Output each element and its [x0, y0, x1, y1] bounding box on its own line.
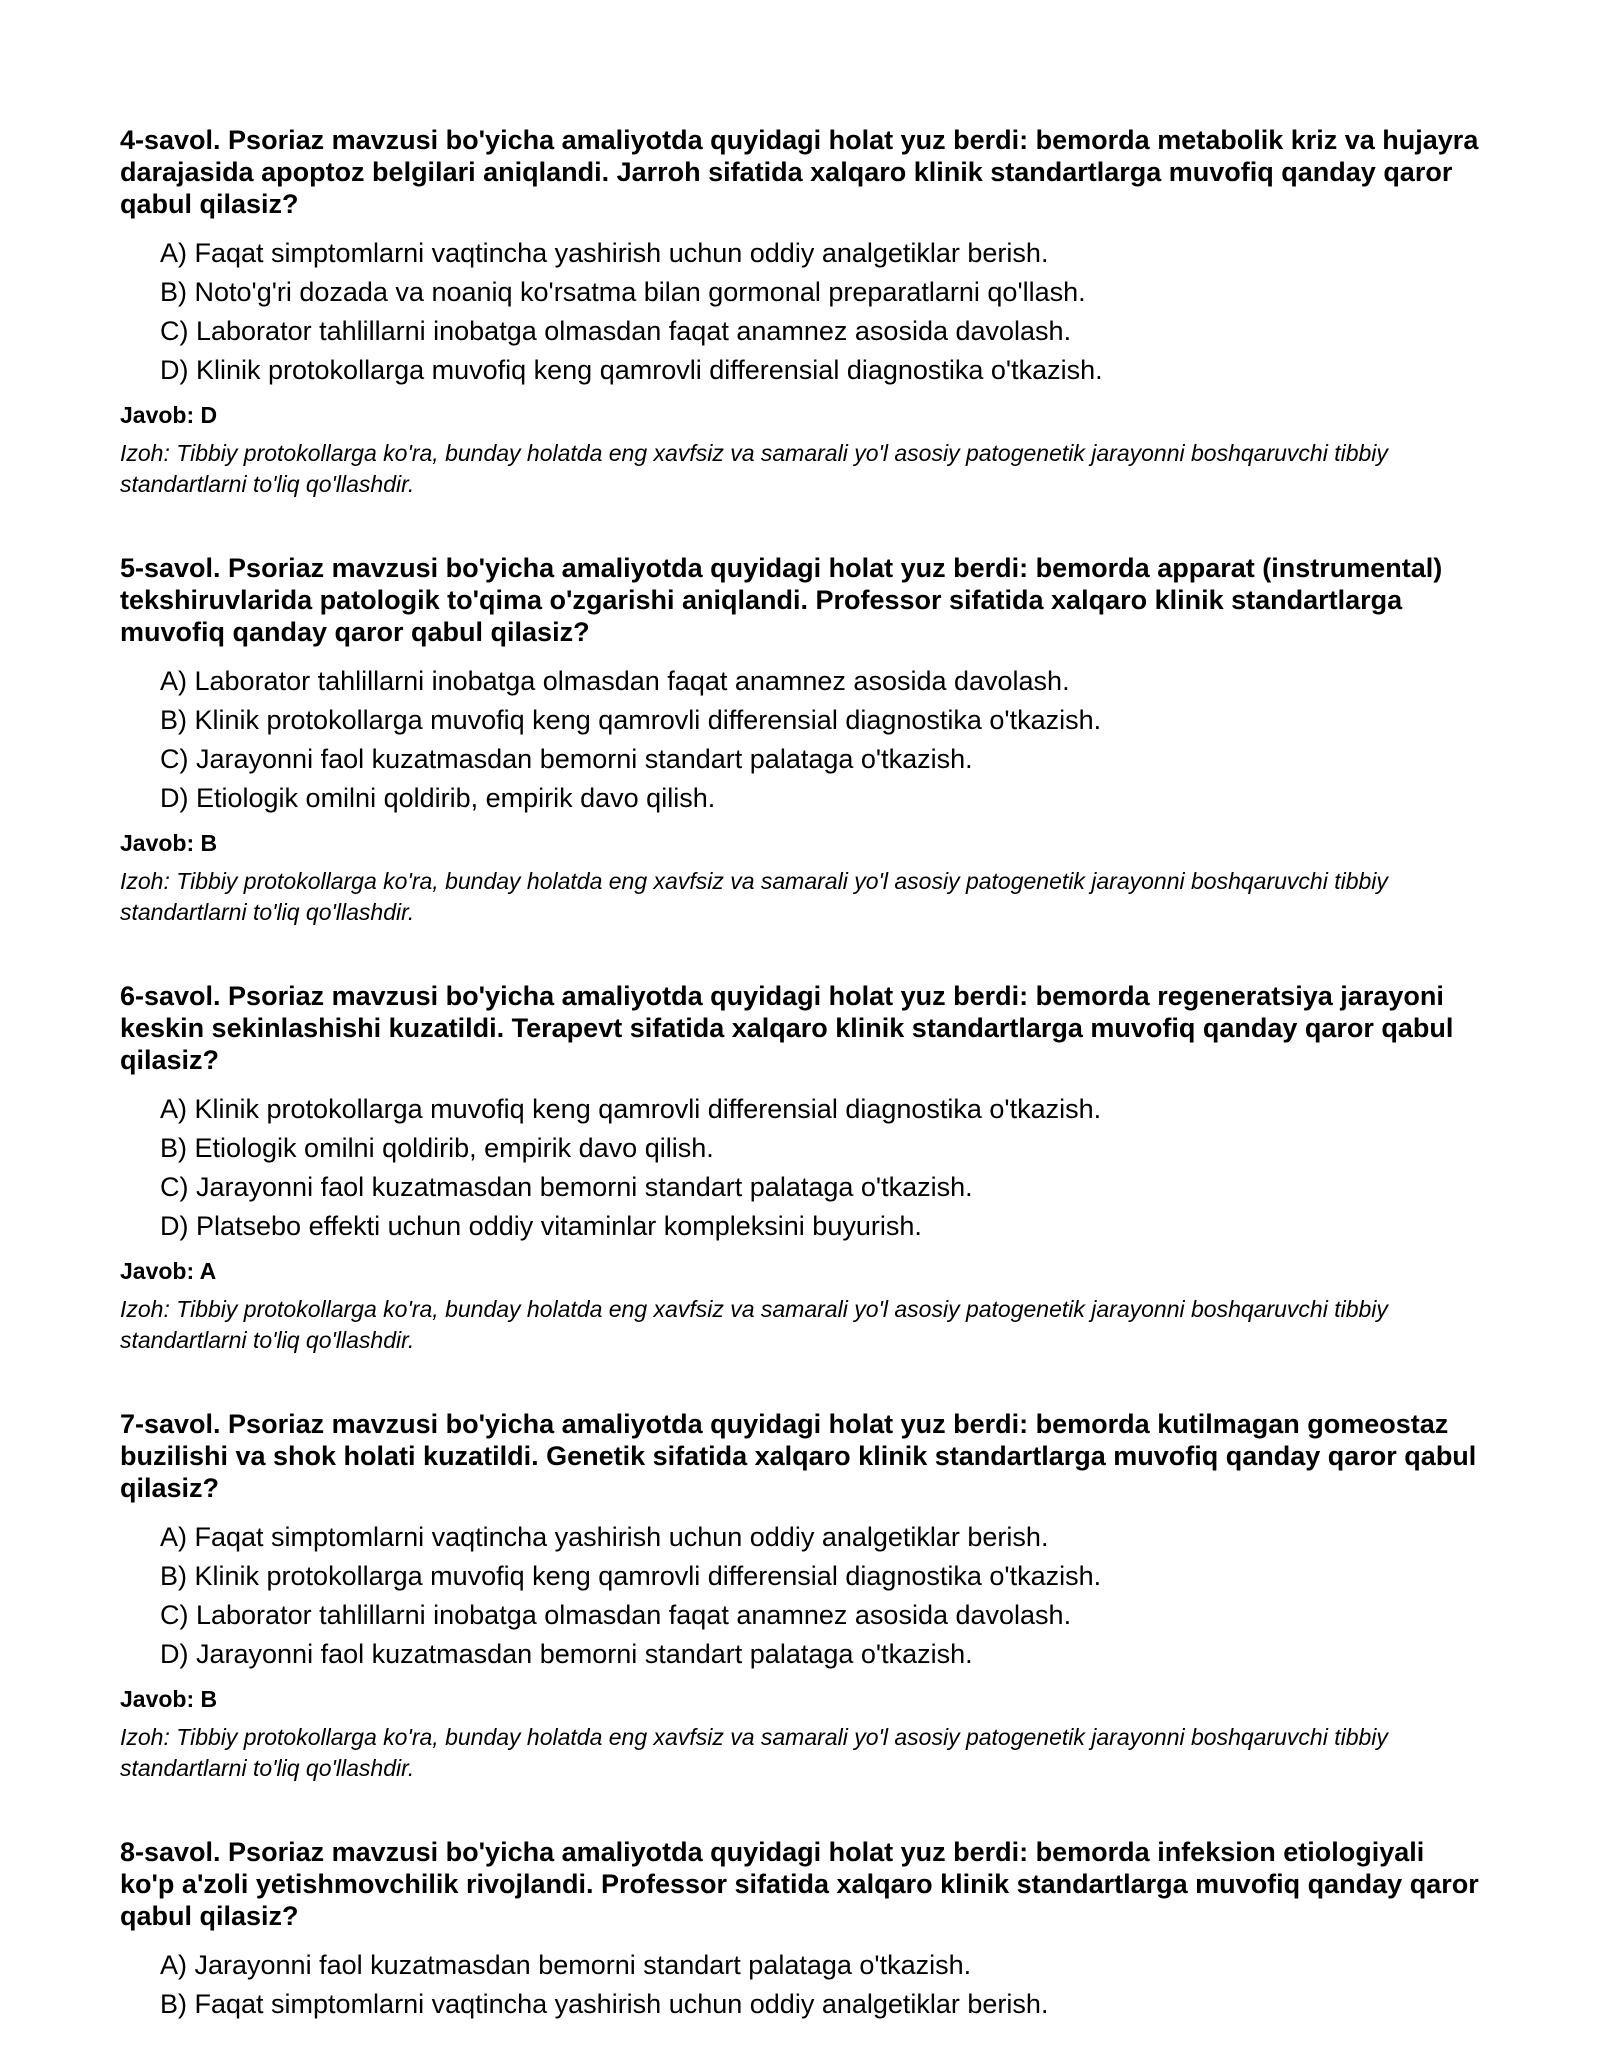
options-list	[120, 1518, 1480, 1674]
options-list	[120, 1090, 1480, 1246]
question-text: 5-savol. Psoriaz mavzusi bo'yicha amaliyotda quyidagi holat yuz berdi: bemorda apparat (instrumental) tekshiruvlarida patologik to'qima o'zgarishi aniqlandi. Professor sifatida xalqaro klinik standartlarga muvofiq qanday qaror qabul qilasiz?	[120, 553, 1443, 647]
option-a: A) Laborator tahlillarni inobatga olmasdan faqat anamnez asosida davolash.	[160, 666, 1070, 696]
explanation-text: Izoh: Tibbiy protokollarga ko'ra, bunday holatda eng xavfsiz va samarali yo'l asosiy patogenetik jarayonni boshqaruvchi tibbiy standartlarni to'liq qo'llashdir.	[120, 868, 1388, 925]
option-b: B) Klinik protokollarga muvofiq keng qamrovli differensial diagnostika o'tkazish.	[160, 1561, 1102, 1591]
option-b: B) Etiologik omilni qoldirib, empirik davo qilish.	[160, 1133, 714, 1163]
question-text: 8-savol. Psoriaz mavzusi bo'yicha amaliyotda quyidagi holat yuz berdi: bemorda infeksion etiologiyali ko'p a'zoli yetishmovchilik rivojlandi. Professor sifatida xalqaro klinik standartlarga muvofiq qanday qaror qabul qilasiz?	[120, 1837, 1479, 1931]
option-c: C) Laborator tahlillarni inobatga olmasdan faqat anamnez asosida davolash.	[160, 1600, 1072, 1630]
explanation-text: Izoh: Tibbiy protokollarga ko'ra, bunday holatda eng xavfsiz va samarali yo'l asosiy patogenetik jarayonni boshqaruvchi tibbiy standartlarni to'liq qo'llashdir.	[120, 1724, 1388, 1781]
explanation-text: Izoh: Tibbiy protokollarga ko'ra, bunday holatda eng xavfsiz va samarali yo'l asosiy patogenetik jarayonni boshqaruvchi tibbiy standartlarni to'liq qo'llashdir.	[120, 440, 1388, 497]
option-a: A) Faqat simptomlarni vaqtincha yashirish uchun oddiy analgetiklar berish.	[160, 1522, 1049, 1552]
option-c: C) Laborator tahlillarni inobatga olmasdan faqat anamnez asosida davolash.	[160, 316, 1072, 346]
explanation-text: Izoh: Tibbiy protokollarga ko'ra, bunday holatda eng xavfsiz va samarali yo'l asosiy patogenetik jarayonni boshqaruvchi tibbiy standartlarni to'liq qo'llashdir.	[120, 1296, 1388, 1353]
option-b: B) Faqat simptomlarni vaqtincha yashirish uchun oddiy analgetiklar berish.	[160, 1989, 1049, 2019]
option-d: D) Klinik protokollarga muvofiq keng qamrovli differensial diagnostika o'tkazish.	[160, 355, 1103, 385]
question-text: 6-savol. Psoriaz mavzusi bo'yicha amaliyotda quyidagi holat yuz berdi: bemorda regeneratsiya jarayoni keskin sekinlashishi kuzatildi. Terapevt sifatida xalqaro klinik standartlarga muvofiq qanday qaror qabul qilasiz?	[120, 981, 1454, 1075]
answer-label: Javob: A	[120, 1258, 217, 1284]
option-c: C) Jarayonni faol kuzatmasdan bemorni standart palataga o'tkazish.	[160, 744, 973, 774]
question-block	[120, 124, 1480, 500]
answer-label: Javob: D	[120, 402, 218, 428]
option-a: A) Faqat simptomlarni vaqtincha yashirish uchun oddiy analgetiklar berish.	[160, 238, 1049, 268]
option-a: A) Jarayonni faol kuzatmasdan bemorni standart palataga o'tkazish.	[160, 1950, 972, 1980]
answer-label: Javob: B	[120, 830, 218, 856]
answer-label: Javob: B	[120, 1686, 218, 1712]
option-d: D) Jarayonni faol kuzatmasdan bemorni standart palataga o'tkazish.	[160, 1639, 973, 1669]
options-list	[120, 1946, 1480, 2024]
option-b: B) Noto'g'ri dozada va noaniq ko'rsatma bilan gormonal preparatlarni qo'llash.	[160, 277, 1086, 307]
option-b: B) Klinik protokollarga muvofiq keng qamrovli differensial diagnostika o'tkazish.	[160, 705, 1102, 735]
question-block	[120, 980, 1480, 1356]
question-block	[120, 1836, 1480, 2024]
question-block	[120, 552, 1480, 928]
option-d: D) Platsebo effekti uchun oddiy vitaminlar kompleksini buyurish.	[160, 1211, 922, 1241]
option-c: C) Jarayonni faol kuzatmasdan bemorni standart palataga o'tkazish.	[160, 1172, 973, 1202]
option-a: A) Klinik protokollarga muvofiq keng qamrovli differensial diagnostika o'tkazish.	[160, 1094, 1102, 1124]
option-d: D) Etiologik omilni qoldirib, empirik davo qilish.	[160, 783, 716, 813]
options-list	[120, 234, 1480, 390]
question-text: 4-savol. Psoriaz mavzusi bo'yicha amaliyotda quyidagi holat yuz berdi: bemorda metabolik kriz va hujayra darajasida apoptoz belgilari aniqlandi. Jarroh sifatida xalqaro klinik standartlarga muvofiq qanday qaror qabul qilasiz?	[120, 125, 1479, 219]
question-block	[120, 1408, 1480, 1784]
question-text: 7-savol. Psoriaz mavzusi bo'yicha amaliyotda quyidagi holat yuz berdi: bemorda kutilmagan gomeostaz buzilishi va shok holati kuzatildi. Genetik sifatida xalqaro klinik standartlarga muvofiq qanday qaror qabul qilasiz?	[120, 1409, 1477, 1503]
options-list	[120, 662, 1480, 818]
